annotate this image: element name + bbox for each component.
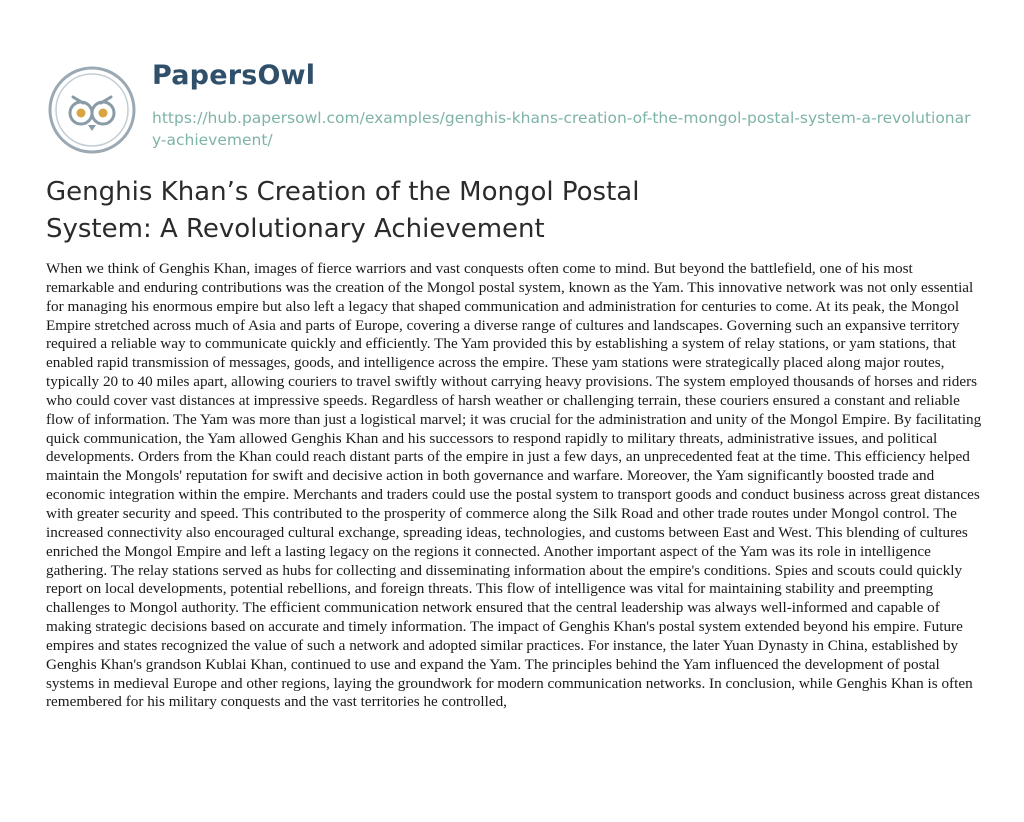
brand-name[interactable]: PapersOwl bbox=[152, 60, 316, 91]
article-body: When we think of Genghis Khan, images of fierce warriors and vast conquests often come to mind. But beyond the battlefield, one of his most remarkable and enduring contributions was the creation of the Mongol postal system, known as the Yam. This innovative network was not only essential for managing his enormous empire but also left a legacy that shaped communication and administration for centuries to come. At its peak, the Mongol Empire stretched across much of Asia and parts of Europe, covering a diverse range of cultures and landscapes. Governing such an expansive territory required a reliable way to communicate quickly and efficiently. The Yam provided this by establishing a system of relay stations, or yam stations, that enabled rapid transmission of messages, goods, and intelligence across the empire. These yam stations were strategically placed along major routes, typically 20 to 40 miles apart, allowing couriers to travel swiftly without carrying heavy provisions. The system employed thousands of horses and riders who could cover vast distances at impressive speeds. Regardless of harsh weather or challenging terrain, these couriers ensured a constant and reliable flow of information. The Yam was more than just a logistical marvel; it was crucial for the administration and unity of the Mongol Empire. By facilitating quick communication, the Yam allowed Genghis Khan and his successors to respond rapidly to military threats, administrative issues, and political developments. Orders from the Khan could reach distant parts of the empire in just a few days, an unprecedented feat at the time. This efficiency helped maintain the Mongols' reputation for swift and decisive action in both governance and warfare. Moreover, the Yam significantly boosted trade and economic integration within the empire. Merchants and traders could use the postal system to transport goods and conduct business across great distances with greater security and speed. This contributed to the prosperity of commerce along the Silk Road and other trade routes under Mongol control. The increased connectivity also encouraged cultural exchange, spreading ideas, technologies, and customs between East and West. This blending of cultures enriched the Mongol Empire and left a lasting legacy on the regions it connected. Another important aspect of the Yam was its role in intelligence gathering. The relay stations served as hubs for collecting and disseminating information about the empire's conditions. Spies and scouts could quickly report on local developments, potential rebellions, and foreign threats. This flow of intelligence was vital for maintaining stability and preempting challenges to Mongol authority. The efficient communication network ensured that the central leadership was always well-informed and capable of making strategic decisions based on accurate and timely information. The impact of Genghis Khan's postal system extended beyond his empire. Future empires and states recognized the value of such a network and adopted similar practices. For instance, the later Yuan Dynasty in China, established by Genghis Khan's grandson Kublai Khan, continued to use and expand the Yam. The principles behind the Yam influenced the development of postal systems in medieval Europe and other regions, laying the groundwork for modern communication networks. In conclusion, while Genghis Khan is often remembered for his military conquests and the vast territories he controlled, bbox=[46, 260, 982, 711]
page-header bbox=[46, 38, 986, 158]
article-title: Genghis Khan’s Creation of the Mongol Postal System: A Revolutionary Achievement bbox=[46, 177, 640, 244]
source-url-link[interactable]: https://hub.papersowl.com/examples/genghis-khans-creation-of-the-mongol-postal-system-a-revolutionary-achievement/ bbox=[152, 109, 971, 149]
owl-logo-icon bbox=[46, 64, 138, 156]
